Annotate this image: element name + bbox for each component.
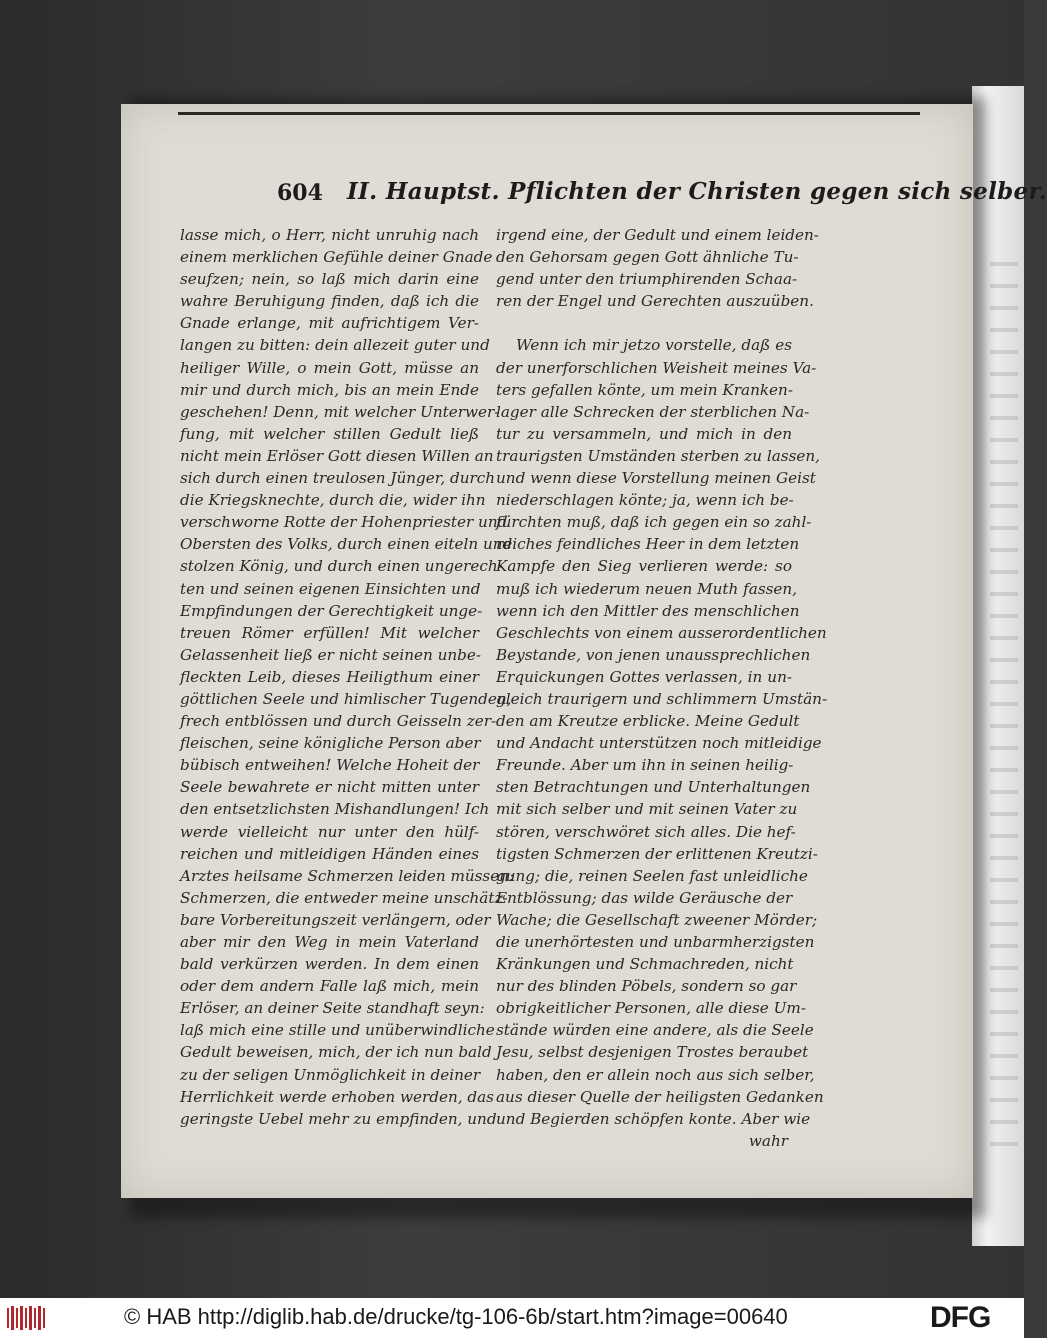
text-line: fung, mit welcher stillen Gedult ließ xyxy=(180,424,479,443)
text-line: wenn ich den Mittler des menschlichen xyxy=(496,601,800,620)
text-line: oder dem andern Falle laß mich, mein xyxy=(180,977,479,996)
text-line: Kränkungen und Schmachreden, nicht xyxy=(496,955,794,974)
running-head-title: II. Hauptst. Pflichten der Christen gegen sich selber. xyxy=(347,178,1047,205)
text-line: Obersten des Volks, durch einen eiteln und xyxy=(180,535,513,554)
dfg-logo: DFG xyxy=(930,1301,991,1334)
text-line: und wenn diese Vorstellung meinen Geist xyxy=(496,469,816,488)
catchword: wahr xyxy=(748,1131,788,1150)
left-text-column xyxy=(180,224,515,1130)
text-line: und Andacht unterstützen noch mitleidige xyxy=(496,734,822,753)
text-line: Empfindungen der Gerechtigkeit unge- xyxy=(180,601,483,620)
text-line: Entblössung; das wilde Geräusche der xyxy=(496,888,793,907)
text-line: nicht mein Erlöser Gott diesen Willen an xyxy=(180,446,494,465)
text-line: den Gehorsam gegen Gott ähnliche Tu- xyxy=(496,248,799,267)
text-line: haben, den er allein noch aus sich selber, xyxy=(496,1065,815,1084)
text-line: Erquickungen Gottes verlassen, in un- xyxy=(496,667,792,686)
text-line: werde vielleicht nur unter den hülf- xyxy=(180,822,479,841)
text-line: gleich traurigern und schlimmern Umstän- xyxy=(496,689,828,708)
text-line: ren der Engel und Gerechten auszuüben. xyxy=(496,292,814,311)
text-line: Wache; die Gesellschaft zweener Mörder; xyxy=(496,910,818,929)
text-line: laß mich eine stille und unüberwindliche xyxy=(180,1021,495,1040)
text-line: die Kriegsknechte, durch die, wider ihn xyxy=(180,491,486,510)
text-line: heiliger Wille, o mein Gott, müsse an xyxy=(180,358,479,377)
text-line xyxy=(496,312,792,334)
page-number: 604 xyxy=(277,180,323,206)
text-line: gung; die, reinen Seelen fast unleidliche xyxy=(496,866,808,885)
text-line: Kampfe den Sieg verlieren werde: so xyxy=(496,557,792,576)
text-line: langen zu bitten: dein allezeit guter und xyxy=(180,336,490,355)
text-line: gend unter den triumphirenden Schaa- xyxy=(496,270,798,289)
text-line: reiches feindliches Heer in dem letzten xyxy=(496,535,800,554)
text-line: mit sich selber und mit seinen Vater zu xyxy=(496,800,798,819)
text-line: geringste Uebel mehr zu empfinden, und xyxy=(180,1109,497,1128)
text-line: ten und seinen eigenen Einsichten und xyxy=(180,579,481,598)
text-line: Seele bewahrete er nicht mitten unter xyxy=(180,778,479,797)
text-line: Beystande, von jenen unaussprechlichen xyxy=(496,645,811,664)
text-line: lasse mich, o Herr, nicht unruhig nach xyxy=(180,226,479,244)
text-line: Erlöser, an deiner Seite standhaft seyn: xyxy=(180,999,485,1018)
text-line: Geschlechts von einem ausserordentlichen xyxy=(496,623,827,642)
text-line: göttlichen Seele und himlischer Tugenden, xyxy=(180,689,512,708)
text-line: Wenn ich mir jetzo vorstelle, daß es xyxy=(516,336,792,355)
text-line: stände würden eine andere, als die Seele xyxy=(496,1021,814,1040)
copyright-link[interactable]: © HAB http://diglib.hab.de/drucke/tg-106-6b/start.htm?image=00640 xyxy=(124,1304,788,1329)
text-line: bare Vorbereitungszeit verlängern, oder xyxy=(180,910,491,929)
text-line: zu der seligen Unmöglichkeit in deiner xyxy=(180,1065,481,1084)
text-line: der unerforschlichen Weisheit meines Va- xyxy=(496,358,817,377)
text-line: bübisch entweihen! Welche Hoheit der xyxy=(180,756,480,775)
text-line: sten Betrachtungen und Unterhaltungen xyxy=(496,778,811,797)
text-line: Jesu, selbst desjenigen Trostes beraubet xyxy=(496,1043,809,1062)
text-line: Freunde. Aber um ihn in seinen heilig- xyxy=(496,756,794,775)
text-line: fleischen, seine königliche Person aber xyxy=(180,734,481,753)
text-line: reichen und mitleidigen Händen eines xyxy=(180,844,479,863)
text-line: Herrlichkeit werde erhoben werden, das xyxy=(180,1087,494,1106)
text-line: irgend eine, der Gedult und einem leiden- xyxy=(496,226,819,244)
text-line: Gnade erlange, mit aufrichtigem Ver- xyxy=(180,314,479,333)
text-line: die unerhörtesten und unbarmherzigsten xyxy=(496,933,815,951)
text-line: treuen Römer erfüllen! Mit welcher xyxy=(180,623,479,642)
text-line: muß ich wiederum neuen Muth fassen, xyxy=(496,579,798,598)
text-line: Gedult beweisen, mich, der ich nun bald xyxy=(180,1043,492,1062)
header-rule xyxy=(178,112,920,115)
text-line: frech entblössen und durch Geisseln zer- xyxy=(180,712,497,731)
text-line: tur zu versammeln, und mich in den xyxy=(496,424,792,443)
text-line: Schmerzen, die entweder meine unschätz- xyxy=(180,888,508,907)
text-line: den entsetzlichsten Mishandlungen! Ich xyxy=(180,800,490,819)
text-line: geschehen! Denn, mit welcher Unterwer- xyxy=(180,402,500,421)
text-line: lager alle Schrecken der sterblichen Na- xyxy=(496,402,810,421)
text-line: niederschlagen könte; ja, wenn ich be- xyxy=(496,491,794,510)
text-line: bald verkürzen werden. In dem einen xyxy=(180,955,479,974)
text-line: sich durch einen treulosen Jünger, durch xyxy=(180,469,496,488)
text-line: nur des blinden Pöbels, sondern so gar xyxy=(496,977,797,996)
footer-bar xyxy=(0,1298,1024,1338)
text-line: aber mir den Weg in mein Vaterland xyxy=(180,933,479,951)
text-line: wahre Beruhigung finden, daß ich die xyxy=(180,292,479,311)
text-line: Gelassenheit ließ er nicht seinen unbe- xyxy=(180,645,481,664)
text-line: mir und durch mich, bis an mein Ende xyxy=(180,380,479,399)
text-line: fleckten Leib, dieses Heiligthum einer xyxy=(180,667,479,686)
text-line: traurigsten Umständen sterben zu lassen, xyxy=(496,446,820,465)
text-line: stolzen König, und durch einen ungerech- xyxy=(180,557,503,576)
barcode-icon xyxy=(6,1304,46,1332)
text-line: obrigkeitlicher Personen, alle diese Um- xyxy=(496,999,806,1018)
text-line: stören, verschwöret sich alles. Die hef- xyxy=(496,822,796,841)
text-line: seufzen; nein, so laß mich darin eine xyxy=(180,270,479,289)
text-line: fürchten muß, daß ich gegen ein so zahl- xyxy=(496,513,812,532)
text-line: tigsten Schmerzen der erlittenen Kreutzi- xyxy=(496,844,818,863)
text-line: den am Kreutze erblicke. Meine Gedult xyxy=(496,712,800,731)
text-line: einem merklichen Gefühle deiner Gnade xyxy=(180,248,493,267)
text-line: und Begierden schöpfen konte. Aber wie xyxy=(496,1109,811,1128)
right-text-column xyxy=(496,224,828,1152)
running-head xyxy=(277,174,1047,214)
text-line: Arztes heilsame Schmerzen leiden müssen: xyxy=(180,866,515,885)
text-line: aus dieser Quelle der heiligsten Gedanken xyxy=(496,1087,824,1106)
text-line: verschworne Rotte der Hohenpriester und xyxy=(180,513,508,532)
text-line: ters gefallen könte, um mein Kranken- xyxy=(496,380,793,399)
